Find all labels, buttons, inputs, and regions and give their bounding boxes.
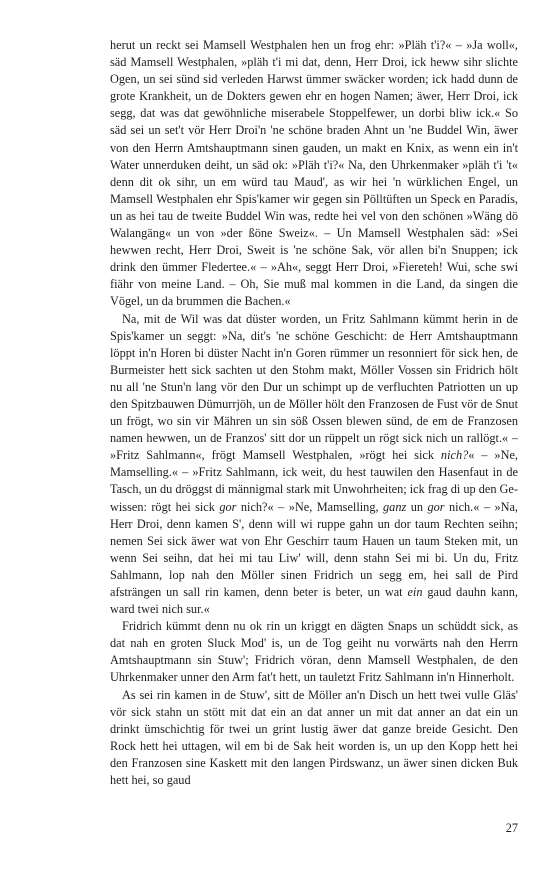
text-run: nich?« – »Ne, Mamselling, [236, 499, 384, 514]
paragraph [110, 687, 518, 790]
text-run: Fridrich kümmt denn nu ok rin un kriggt en dägten Snaps un schüddt sick, as dat nah en groten Sluck Mod' is, un de Tog geiht nu vorwärts nah den Herrn Amtshauptmann sin Stuw'; Fridrich vöran, denn Mamsell Westphalen, de den Uhrkenmaker unner den Arm fat't hett, un tauletzt Fritz Sahlmann in'n Hinnerholt. [110, 619, 518, 685]
text-run: un [406, 499, 428, 514]
emphasized-text: gor [427, 499, 445, 514]
text-run: Na, mit de Wil was dat düster worden, un Fritz Sahlmann kümmt herin in de Spis'kamer un seggt: »Na, dit's 'ne schöne Geschicht: de Herr Amtshauptmann löppt in'n Horen bi düster Nacht in'n Goren rümmer un resonniert för sick hen, de Burmeister hett sick sachten ut den Stohm makt, Möller Vossen sin Fridrich hölt nu all 'ne Stun'n lang vör den Dur un schimpt up de verfluchten Patriotten un up den Spitzbauwen Dümurrjöh, un de Möller hölt den Franzosen de Fust vör de Snut un frögt, wo sin vir Mähren un sin söß Ossen blewen sünd, de em de Franzosen namen hewwen, un de Franzos' sitt dor un rüppelt un rögt sick nich un rallögt.« – »Fritz Sahlmann«, frögt Mamsell Westphalen, »rögt hei sick [110, 311, 518, 463]
paragraph [110, 618, 518, 686]
paragraph [110, 311, 518, 619]
text-run: As sei rin kamen in de Stuw', sitt de Möller an'n Disch un hett twei vulle Gläs' vör sick stahn un stött mit dat ein an dat anner un mit dat anner an dat ein un drinkt ümschichtig för twei un grint lustig äwer dat ganze breide Gesicht. Den Rock hett hei uttagen, wil em bi de Sak heit worden is, un up den Kopp hett hei den Franzosen sine Kaskett mit den langen Pirdswanz, un äwer sinen dicken Buk hett hei, so gaud [110, 687, 518, 788]
emphasized-text: ganz [383, 499, 407, 514]
paragraph [110, 37, 518, 311]
text-run: « – »Ne, Mamselling.« – »Fritz Sahlmann, ick weit, du hest tauwilen den Hasenfaut in de Tasch, un du dröggst di männigmal stark mit Unwohrheiten; ick frag di up den Gewissen: rögt hei sick [110, 448, 518, 514]
emphasized-text: nich? [440, 448, 469, 463]
text-run: nich.« – »Na, Herr Droi, denn kamen S', denn will wi ruppe gahn un dor taum Rechten seihn; nemen Sei sick äwer wat von Ehr Geschirr taum Hauen un taum Steken mit, un wenn Sei seihn, dat hei mi tau Liw' will, denn stahn Sei mi bi. Un du, Fritz Sahlmann, lop nah den Möller sinen Fridrich un segg em, hei sall de Pird afsträngen un sall rin kamen, denn beter is beter, un wat [110, 499, 519, 599]
text-run: herut un reckt sei Mamsell Westphalen hen un frog ehr: »Pläh t'i?« – »Ja woll«, säd Mamsell Westphalen, »pläh t'i mi dat, denn, Herr Droi, ick heww sihr slichte Ogen, un sei sünd sid verleden Harwst ümmer swäcker worden; ick hadd dunn de grote Krankheit, un de Dokters gewen ehr en hogen Namen; äwer, Herr Droi, ick segg, dat was dat gewöhnliche miserabele Stoppelfewer, un dorbi bliw ick.« So säd sei un set't vör Herr Droi'n 'ne schöne braden Ahnt un 'ne Buddel Win, äwer von den Herrn Amtshauptmann sinen gauden, un makt en Knix, as wenn ein in't Water unnerduken deiht, un säd ok: »Pläh t'i?« Na, den Uhrkenmaker »pläh t'i 't« denn dit ok sihr, un em würd tau Maud', as wir hei 'n würklichen Engel, un Mamsell Westphalen ehr Spis'kamer wir gegen sin Pölltüften un Speck en Paradis, un as hei tau de tweite Buddel Win was, redte hei vel von den schönen »Wäng dö Walangäng« un von »der ßöne Sweiz«. – Un Mamsell Westphalen säd: »Sei hewwen recht, Herr Droi, Sweit is 'ne schöne Sak, vör allen bi'n Snuppen; ick drink den ümmer Fledertee.« – »Ah«, seggt Herr Droi, »Fiereteh! Wui, sche swi fiähr von meine Land. – Oh, Sie muß mal kommen in die Land, da singen die Vögel, un da brummen die Bachen.« [110, 38, 518, 309]
page-number: 27 [505, 821, 518, 835]
text-run: gaud dauhn kann, ward twei nich sur.« [110, 585, 518, 617]
emphasized-text: gor [219, 499, 237, 514]
emphasized-text: ein [407, 585, 423, 599]
page-body [110, 37, 518, 789]
